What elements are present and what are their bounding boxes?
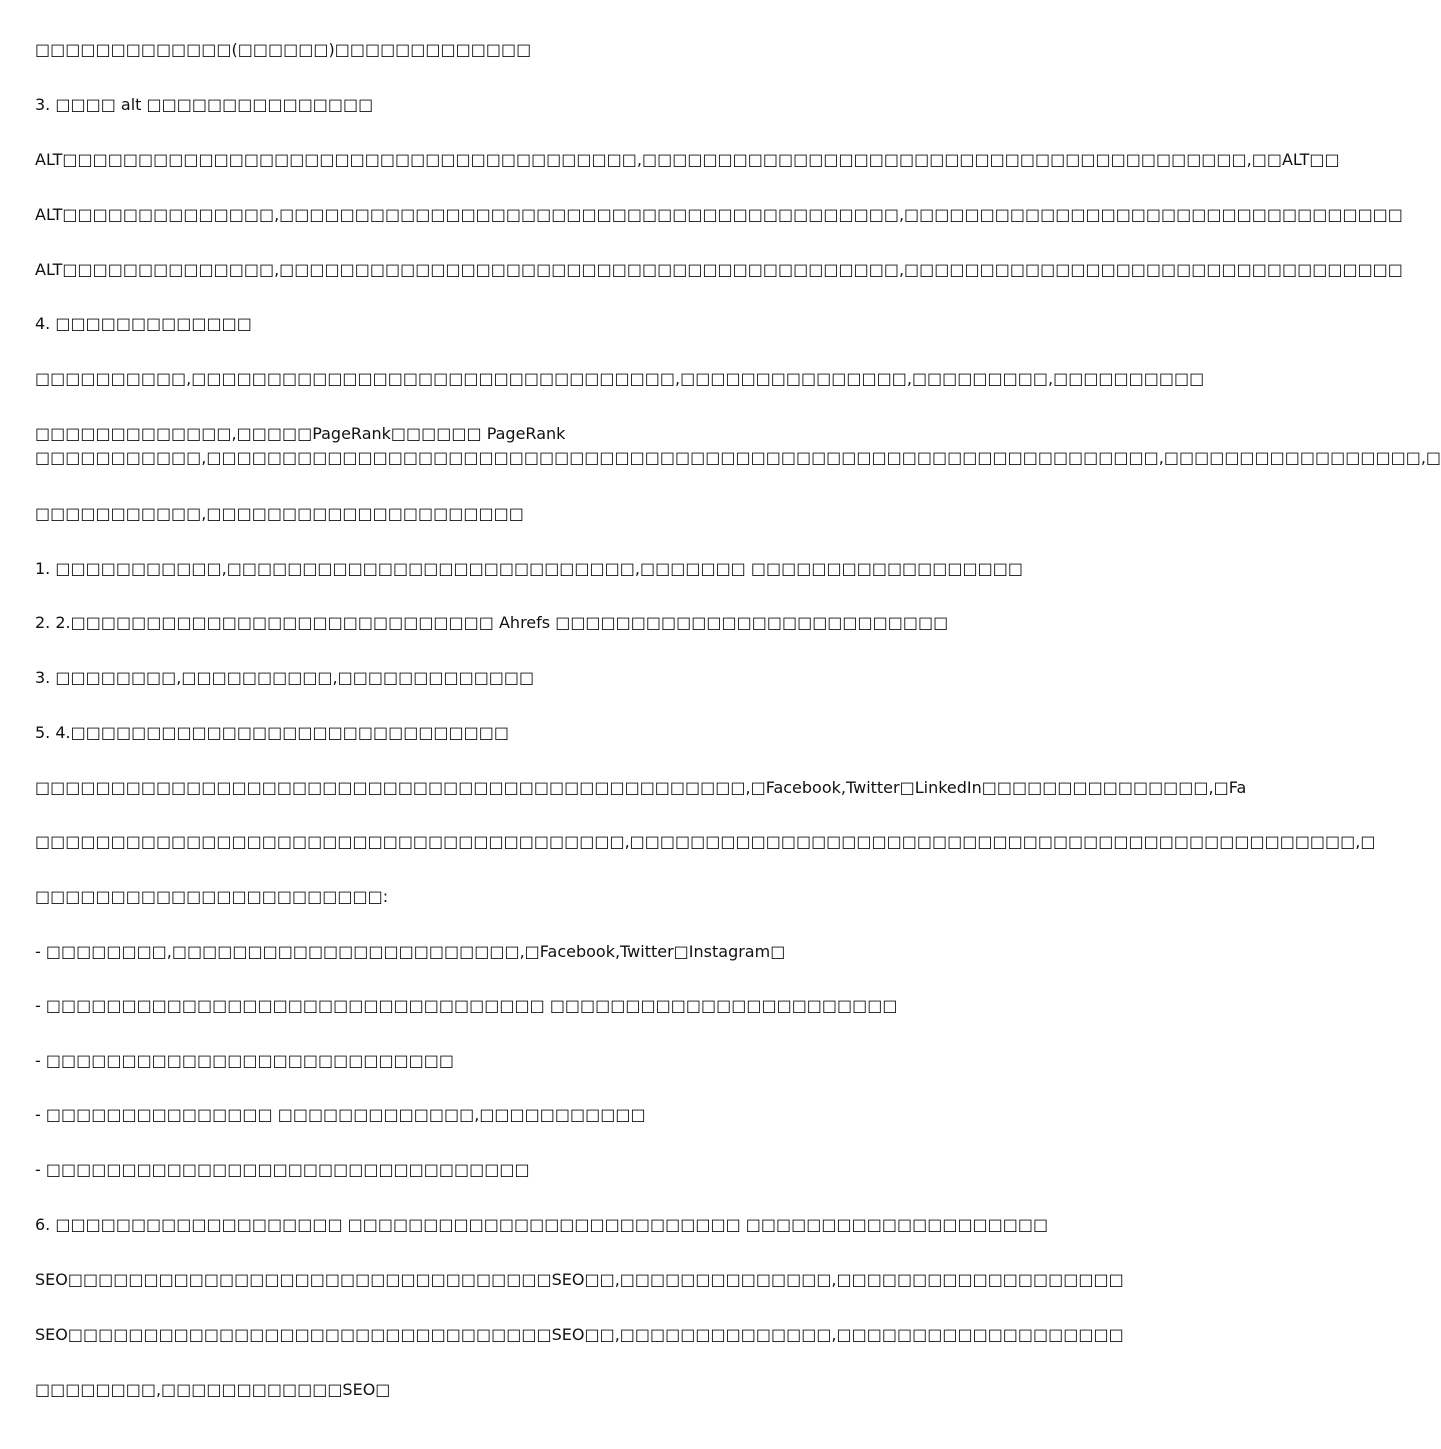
paragraph-1: □□□□□□□□□□□□□(□□□□□□)□□□□□□□□□□□□□ [35, 40, 532, 59]
bullet-item-2: - □□□□□□□□□□□□□□□□□□□□□□□□□□□□□□□□□ □□□□□□□□□□□□□□□□□□□□□□□ [35, 996, 898, 1015]
document-page [35, 0, 1441, 1449]
paragraph-pagerank: □□□□□□□□□□□□□,□□□□□PageRank□□□□□□ PageRank [35, 424, 566, 443]
bullet-item-3: - □□□□□□□□□□□□□□□□□□□□□□□□□□□ [35, 1051, 455, 1070]
heading-section-5: 5. 4.□□□□□□□□□□□□□□□□□□□□□□□□□□□□□ [35, 723, 510, 742]
paragraph-7: □□□□□□□□□□,□□□□□□□□□□□□□□□□□□□□□□□□□□□□□□□□,□□□□□□□□□□□□□□□,□□□□□□□□□,□□□□□□□□□□ [35, 369, 1205, 388]
paragraph-social-networks: □□□□□□□□□□□□□□□□□□□□□□□□□□□□□□□□□□□□□□□□□□□□□□□,□Facebook,Twitter□LinkedIn□□□□□□□□□□□□□□□,□Fa [35, 778, 1247, 797]
heading-section-4: 4. □□□□□□□□□□□□□ [35, 314, 252, 333]
bullet-item-1: - □□□□□□□□,□□□□□□□□□□□□□□□□□□□□□□□,□Facebook,Twitter□Instagram□ [35, 942, 786, 961]
paragraph-16: □□□□□□□□□□□□□□□□□□□□□□□□□□□□□□□□□□□□□□□,□□□□□□□□□□□□□□□□□□□□□□□□□□□□□□□□□□□□□□□□□□□□□□□□,□ [35, 832, 1376, 851]
bullet-item-5: - □□□□□□□□□□□□□□□□□□□□□□□□□□□□□□□□ [35, 1160, 530, 1179]
bullet-item-4: - □□□□□□□□□□□□□□□ □□□□□□□□□□□□□,□□□□□□□□□□□ [35, 1105, 646, 1124]
paragraph-10: □□□□□□□□□□□,□□□□□□□□□□□□□□□□□□□□□ [35, 504, 524, 523]
list-item-2-ahrefs: 2. 2.□□□□□□□□□□□□□□□□□□□□□□□□□□□□ Ahrefs □□□□□□□□□□□□□□□□□□□□□□□□□□ [35, 613, 949, 632]
paragraph-list-intro: □□□□□□□□□□□□□□□□□□□□□□□: [35, 887, 389, 906]
paragraph-4: ALT□□□□□□□□□□□□□□,□□□□□□□□□□□□□□□□□□□□□□□□□□□□□□□□□□□□□□□□□,□□□□□□□□□□□□□□□□□□□□□□□□□□□□□□□□□ [35, 205, 1403, 224]
paragraph-seo-1: SEO□□□□□□□□□□□□□□□□□□□□□□□□□□□□□□□□SEO□□,□□□□□□□□□□□□□□,□□□□□□□□□□□□□□□□□□□ [35, 1270, 1124, 1289]
paragraph-seo-2: SEO□□□□□□□□□□□□□□□□□□□□□□□□□□□□□□□□SEO□□,□□□□□□□□□□□□□□,□□□□□□□□□□□□□□□□□□□ [35, 1325, 1124, 1344]
heading-alt-attribute: 3. □□□□ alt □□□□□□□□□□□□□□□ [35, 95, 374, 114]
heading-section-6: 6. □□□□□□□□□□□□□□□□□□□ □□□□□□□□□□□□□□□□□□□□□□□□□□ □□□□□□□□□□□□□□□□□□□□ [35, 1215, 1049, 1234]
paragraph-pagerank-continued: □□□□□□□□□□□,□□□□□□□□□□□□□□□□□□□□□□□□□□□□□□□□□□□□□□□□□□□□□□□□□□□□□□□□□□□□□□□,□□□□□□□□□□□□□□□□□,□ [35, 448, 1441, 467]
list-item-3: 3. □□□□□□□□,□□□□□□□□□□,□□□□□□□□□□□□□ [35, 668, 535, 687]
paragraph-5: ALT□□□□□□□□□□□□□□,□□□□□□□□□□□□□□□□□□□□□□□□□□□□□□□□□□□□□□□□□,□□□□□□□□□□□□□□□□□□□□□□□□□□□□□□□□□ [35, 260, 1403, 279]
paragraph-3: ALT□□□□□□□□□□□□□□□□□□□□□□□□□□□□□□□□□□□□□□,□□□□□□□□□□□□□□□□□□□□□□□□□□□□□□□□□□□□□□□□,□□ALT□□ [35, 150, 1340, 169]
paragraph-seo-3: □□□□□□□□,□□□□□□□□□□□□SEO□ [35, 1380, 391, 1399]
list-item-1: 1. □□□□□□□□□□□,□□□□□□□□□□□□□□□□□□□□□□□□□□□,□□□□□□□ □□□□□□□□□□□□□□□□□□ [35, 559, 1023, 578]
